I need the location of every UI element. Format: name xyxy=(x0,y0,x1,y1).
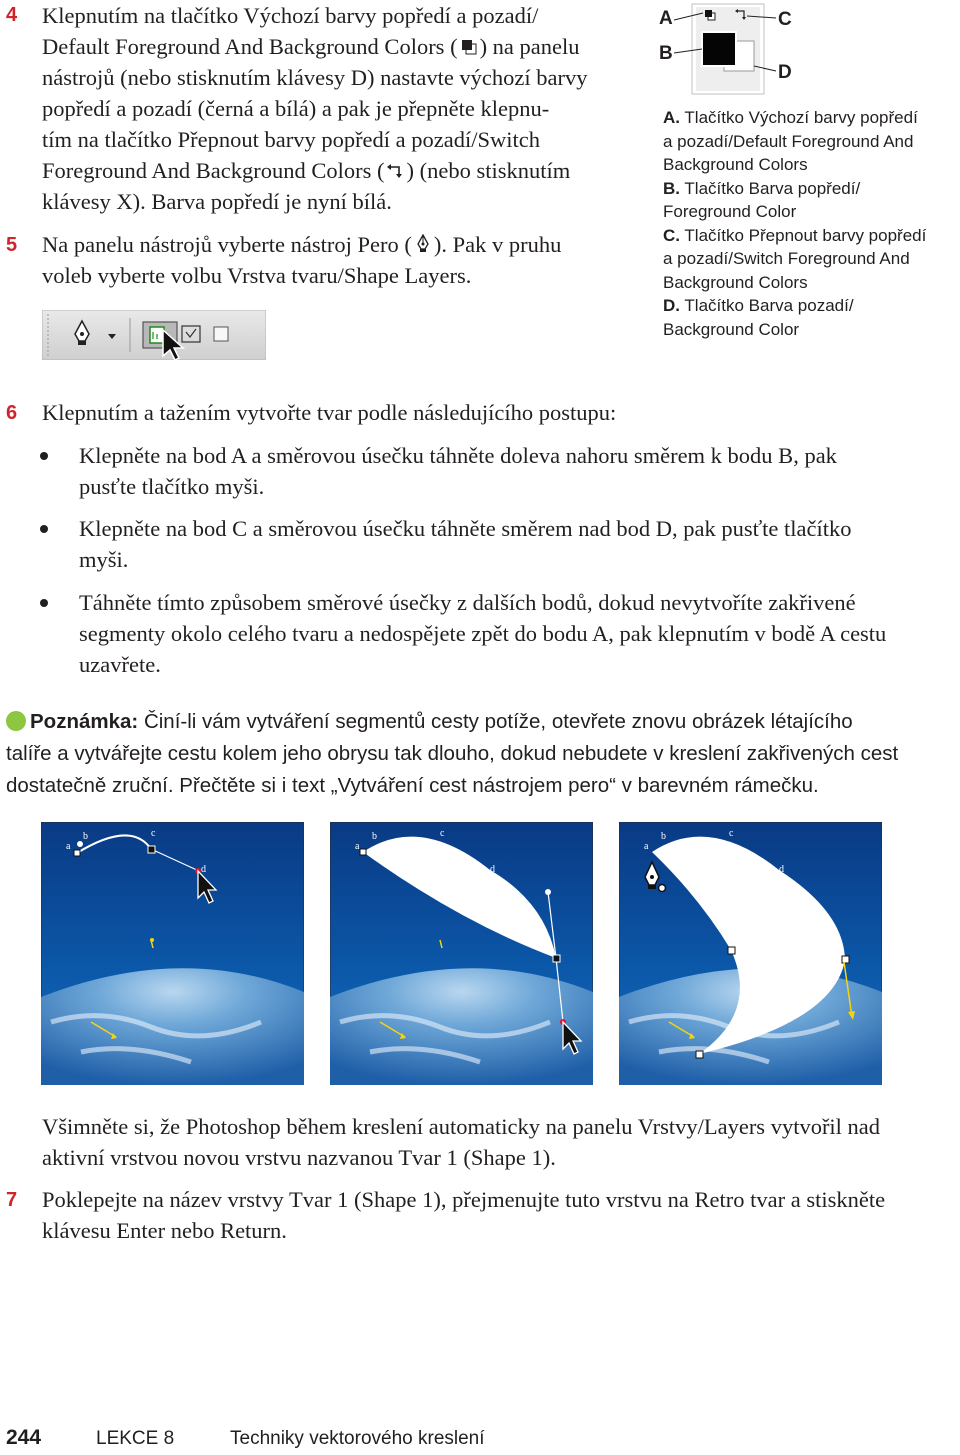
point-label-a: a xyxy=(66,841,71,852)
switch-colors-icon xyxy=(386,157,404,175)
step-4-line: popředí a pozadí (černá a bílá) a pak je přepněte klepnu- xyxy=(42,96,550,121)
after-images-line: Všimněte si, že Photoshop během kreslení automaticky na panelu Vrstvy/Layers vytvořil nad xyxy=(42,1114,881,1139)
caption-d-line: Background Color xyxy=(663,319,800,339)
label-d: D xyxy=(778,62,792,83)
point-label-b: b xyxy=(661,831,666,842)
default-colors-icon xyxy=(460,33,478,51)
note-line: Poznámka: Činí-li vám vytváření segmentů cesty potíže, otevřete znovu obrázek létajícího xyxy=(6,706,926,738)
fill-pixels-icon[interactable] xyxy=(214,327,228,341)
caption-b-line: Foreground Color xyxy=(663,202,797,221)
point-label-d: d xyxy=(201,864,206,875)
anchor-point xyxy=(74,850,80,856)
caption-d: D. Tlačítko Barva pozadí/ xyxy=(663,296,854,315)
label-a: A xyxy=(659,8,673,29)
anchor-point xyxy=(553,955,560,962)
label-c: C xyxy=(778,9,792,30)
point-label-c: c xyxy=(729,828,734,839)
step-4-line: Klepnutím na tlačítko Výchozí barvy popředí a pozadí/ xyxy=(42,3,539,28)
caption-c-line: a pozadí/Switch Foreground And xyxy=(663,249,910,268)
note-label: Poznámka: xyxy=(30,710,139,733)
step-6-bullet-line: Táhněte tímto způsobem směrové úsečky z dalších bodů, dokud nevytvoříte zakřivené xyxy=(79,590,856,615)
point-label-a: a xyxy=(355,841,360,852)
step-6-bullet-line: myši. xyxy=(79,547,129,572)
point-label-c: c xyxy=(440,828,445,839)
step-4-line: Foreground And Background Colors ( ) (nebo stisknutím xyxy=(42,158,571,183)
point-label-b: b xyxy=(83,831,88,842)
step-6-bullet-line: uzavřete. xyxy=(79,652,161,677)
bullet-dot xyxy=(40,525,48,533)
step-4-number: 4 xyxy=(6,4,18,26)
step-6-bullet-line: segmenty okolo celého tvaru a nedospějete zpět do bodu A, pak klepnutím v bodě A cestu xyxy=(79,621,887,646)
caption-b: B. Tlačítko Barva popředí/ xyxy=(663,178,861,198)
chapter-title: Techniky vektorového kreslení xyxy=(230,1428,485,1449)
step-6-bullet-line: Klepněte na bod A a směrovou úsečku táhněte doleva nahoru směrem k bodu B, pak xyxy=(79,443,837,468)
point-label-a: a xyxy=(644,841,649,852)
step-5-line: Na panelu nástrojů vyberte nástroj Pero ( ). Pak v pruhu xyxy=(42,232,562,257)
point-label-d: d xyxy=(779,864,784,875)
step-5-line: voleb vyberte volbu Vrstva tvaru/Shape Layers. xyxy=(42,263,472,288)
step-image-1 xyxy=(41,822,304,1085)
step-6-number: 6 xyxy=(6,402,18,424)
note-dot-icon xyxy=(6,711,26,731)
bullet-dot xyxy=(40,599,48,607)
after-images-line: aktivní vrstvou novou vrstvu nazvanou Tvar 1 (Shape 1). xyxy=(42,1145,556,1170)
point-label-b: b xyxy=(372,831,377,842)
pen-tool-icon xyxy=(414,231,432,249)
caption-a: A. Tlačítko Výchozí barvy popředí xyxy=(663,108,918,127)
step-image-2 xyxy=(330,822,593,1085)
pen-options-bar xyxy=(42,310,266,360)
color-swatch-figure xyxy=(656,2,796,96)
note-line: talíře a vytvářejte cestu kolem jeho obrysu tak dlouho, dokud nebudete v kreslení zakřivených cest xyxy=(6,742,899,765)
step-4-line: tím na tlačítko Přepnout barvy popředí a pozadí/Switch xyxy=(42,127,541,152)
caption-c-line: Background Colors xyxy=(663,272,808,292)
anchor-point xyxy=(148,846,155,853)
page-number: 244 xyxy=(6,1426,42,1449)
step-7-line: klávesu Enter nebo Return. xyxy=(42,1218,287,1243)
step-6-bullet-line: Klepněte na bod C a směrovou úsečku táhněte směrem nad bod D, pak pusťte tlačítko xyxy=(79,516,852,541)
lesson-label: LEKCE 8 xyxy=(96,1428,175,1449)
step-6-intro: Klepnutím a tažením vytvořte tvar podle následujícího postupu: xyxy=(42,400,617,425)
point-label-c: c xyxy=(151,828,156,839)
step-5-number: 5 xyxy=(6,234,18,256)
step-4-line: klávesy X). Barva popředí je nyní bílá. xyxy=(42,189,392,214)
foreground-color-button[interactable] xyxy=(702,32,736,66)
point-label-d: d xyxy=(490,864,495,875)
step-4-line: nástrojů (nebo stisknutím klávesy D) nastavte výchozí barvy xyxy=(42,65,588,90)
caption-a-line: a pozadí/Default Foreground And xyxy=(663,131,914,151)
caption-c: C. Tlačítko Přepnout barvy popředí xyxy=(663,225,927,245)
step-image-3 xyxy=(619,822,882,1085)
bullet-dot xyxy=(40,452,48,460)
step-4-line: Default Foreground And Background Colors ( ) na panelu xyxy=(42,34,580,59)
step-7-line: Poklepejte na název vrstvy Tvar 1 (Shape 1), přejmenujte tuto vrstvu na Retro tvar a stiskněte xyxy=(42,1187,886,1212)
caption-a-line: Background Colors xyxy=(663,155,808,174)
label-b: B xyxy=(659,43,673,64)
note-line: dostatečně zruční. Přečtěte si i text „Vytváření cest nástrojem pero“ v barevném rámečku. xyxy=(6,774,819,797)
step-6-bullet-line: pusťte tlačítko myši. xyxy=(79,474,265,499)
step-7-number: 7 xyxy=(6,1189,18,1211)
